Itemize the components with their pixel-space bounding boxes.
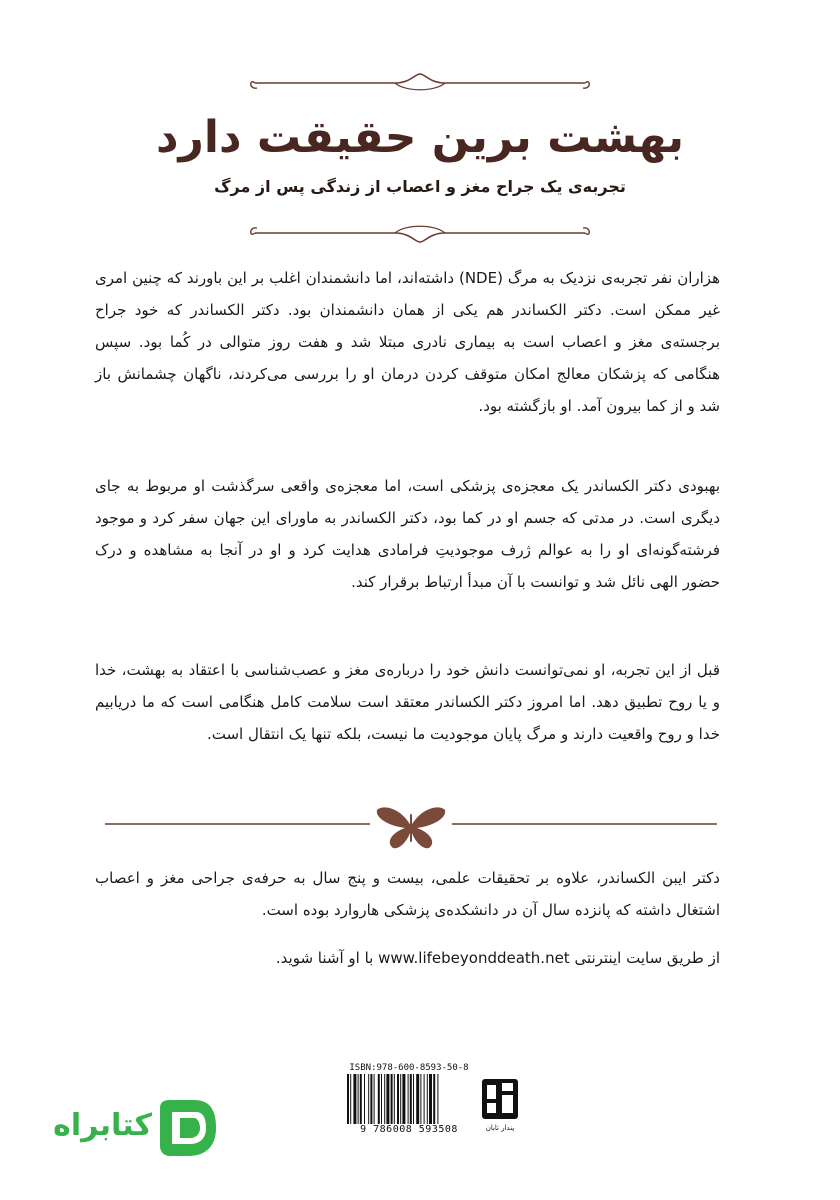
top-flourish-ornament (245, 70, 595, 96)
barcode-bars (345, 1074, 473, 1124)
isbn-barcode (343, 1062, 475, 1138)
ketabrah-logo (40, 1098, 220, 1160)
isbn-digits: 9 786008 593508 (360, 1124, 458, 1135)
butterfly-icon (377, 807, 445, 848)
brand-name: کتابراه (53, 1108, 152, 1143)
butterfly-divider (105, 802, 717, 852)
ketabrah-logo-icon (154, 1098, 218, 1158)
blurb-paragraph-1: هزاران نفر تجربه‌ی نزدیک به مرگ (NDE) داشته‌اند، اما دانشمندان اغلب بر این باورند که چنین امری غیر ممکن است. دکتر الکساندر هم یکی از همان دانشمندان بود. دکتر الکساندر که خود جراح برجسته‌ی مغز و اعصاب است به بیماری نادری مبتلا شد و هفت روز متوالی در کُما بود. سپس هنگامی که پزشکان معالج امکان متوقف کردن درمان او را بررسی می‌کردند، ناگهان چشمانش باز شد و از کما بیرون آمد. او بازگشته بود. (95, 269, 720, 415)
book-title: بهشت برین حقیقت دارد (155, 112, 685, 163)
website-line: از طریق سایت اینترنتی www.lifebeyonddeath.net با او آشنا شوید. (275, 949, 720, 967)
blurb-paragraph-3: قبل از این تجربه، او نمی‌توانست دانش خود را درباره‌ی مغز و عصب‌شناسی با اعتقاد به بهشت، خدا و یا روح تطبیق دهد. اما امروز دکتر الکساندر معتقد است سلامت کامل هنگامی است که ما دریابیم خدا و روح واقعیت دارند و مرگ پایان موجودیت ما نیست، بلکه تنها یک انتقال است. (95, 661, 720, 743)
author-bio: دکتر ایبن الکساندر، علاوه بر تحقیقات علمی، بیست و پنج سال به حرفه‌ی جراحی مغز و اعصاب اشتغال داشته که پانزده سال آن در دانشکده‌ی پزشکی هاروارد بوده است. (95, 869, 720, 919)
publisher-logo-icon (480, 1077, 520, 1123)
book-subtitle: تجربه‌ی یک جراح مغز و اعصاب از زندگی پس از مرگ (214, 177, 626, 196)
isbn-label: ISBN:978-600-8593-50-8 (349, 1063, 469, 1073)
publisher-logo (480, 1077, 520, 1137)
bottom-flourish-ornament (245, 220, 595, 246)
publisher-name: پندار تابان (485, 1124, 515, 1132)
blurb-paragraph-2: بهبودی دکتر الکساندر یک معجزه‌ی پزشکی است، اما معجزه‌ی واقعی سرگذشت او مربوط به جای دیگری است. در مدتی که جسم او در کما بود، دکتر الکساندر به ماورای این جهان سفر کرد و موجود فرشته‌گونه‌ای او را به عوالم ژرف موجودیتِ فرامادی هدایت کرد و او در آنجا به مشاهده و درک حضور الهی نائل شد و توانست با آن مبدأ ارتباط برقرار کند. (95, 477, 720, 591)
